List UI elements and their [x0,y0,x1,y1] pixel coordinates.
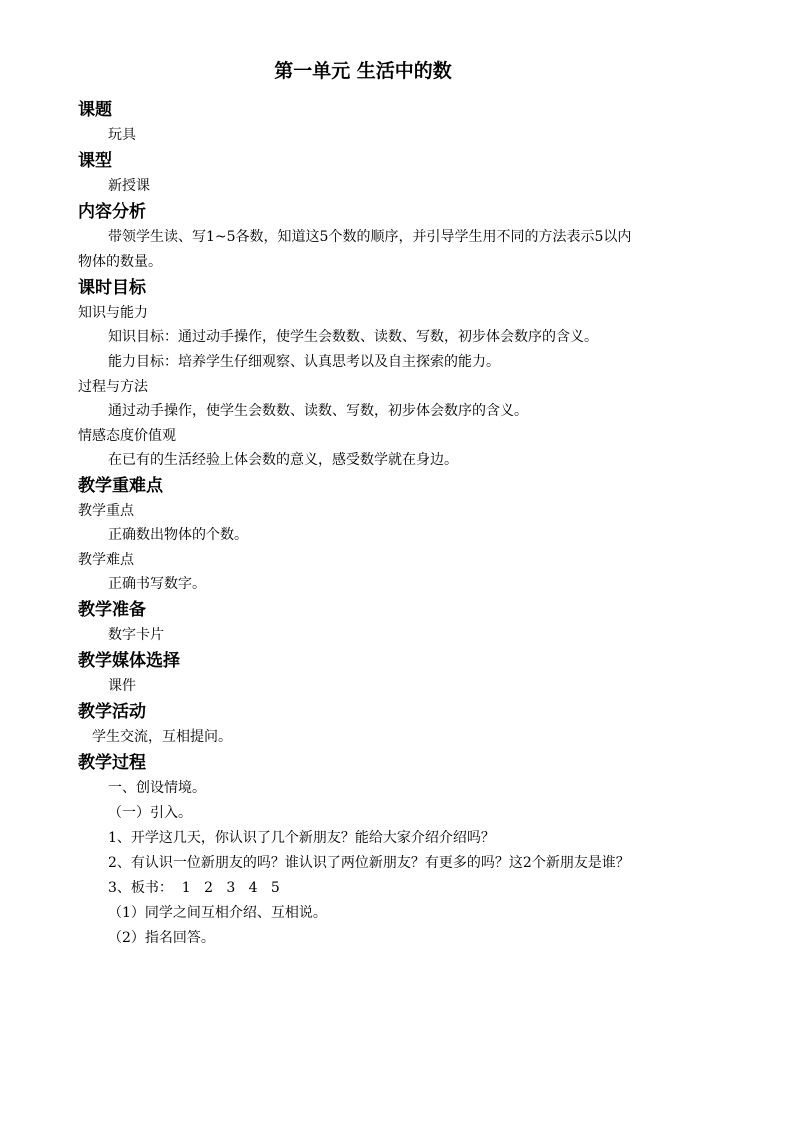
process-line-5: 3、板书： 1 2 3 4 5 [108,880,280,896]
text-zhongdian: 正确数出物体的个数。 [108,527,248,543]
text-nandian: 正确书写数字。 [108,576,206,592]
text-zhishi-2: 能力目标：培养学生仔细观察、认真思考以及自主探索的能力。 [108,354,500,370]
text-huodong: 学生交流，互相提问。 [92,729,232,745]
subheading-zhishi: 知识与能力 [78,305,148,321]
document-body [78,97,638,951]
page-title: 第一单元 生活中的数 [274,60,452,82]
text-keti: 玩具 [108,127,136,143]
heading-zhunbei: 教学准备 [78,600,146,620]
heading-jiaoxue-guocheng: 教学过程 [78,753,146,773]
text-neirong: 带领学生读、写1~5各数，知道这5个数的顺序，并引导学生用不同的方法表示5以内物体的数量。 [78,229,632,270]
text-qinggan: 在已有的生活经验上体会数的意义，感受数学就在身边。 [108,452,458,468]
subheading-qinggan: 情感态度价值观 [78,428,176,444]
heading-meiti: 教学媒体选择 [78,651,180,671]
text-guocheng-fangfa: 通过动手操作，使学生会数数、读数、写数，初步体会数序的含义。 [108,403,528,419]
process-line-6: （1）同学之间互相介绍、互相说。 [108,905,327,921]
process-line-2: （一）引入。 [108,805,192,821]
text-meiti: 课件 [108,678,136,694]
process-line-4: 2、有认识一位新朋友的吗？谁认识了两位新朋友？有更多的吗？这2个新朋友是谁？ [108,855,630,871]
text-kexing: 新授课 [108,178,150,194]
heading-huodong: 教学活动 [78,702,146,722]
heading-zhongnan: 教学重难点 [78,476,163,496]
text-zhishi-1: 知识目标：通过动手操作，使学生会数数、读数、写数，初步体会数序的含义。 [108,329,598,345]
subheading-guocheng-fangfa: 过程与方法 [78,379,148,395]
subheading-zhongdian: 教学重点 [78,503,134,519]
heading-kexing: 课型 [78,151,112,171]
process-line-7: （2）指名回答。 [108,930,215,946]
text-zhunbei: 数字卡片 [108,627,164,643]
heading-keti: 课题 [78,100,112,120]
heading-mubiao: 课时目标 [78,278,146,298]
process-line-3: 1、开学这几天，你认识了几个新朋友？能给大家介绍介绍吗？ [108,830,495,846]
subheading-nandian: 教学难点 [78,552,134,568]
heading-neirong: 内容分析 [78,202,146,222]
process-line-1: 一、创设情境。 [108,780,206,796]
